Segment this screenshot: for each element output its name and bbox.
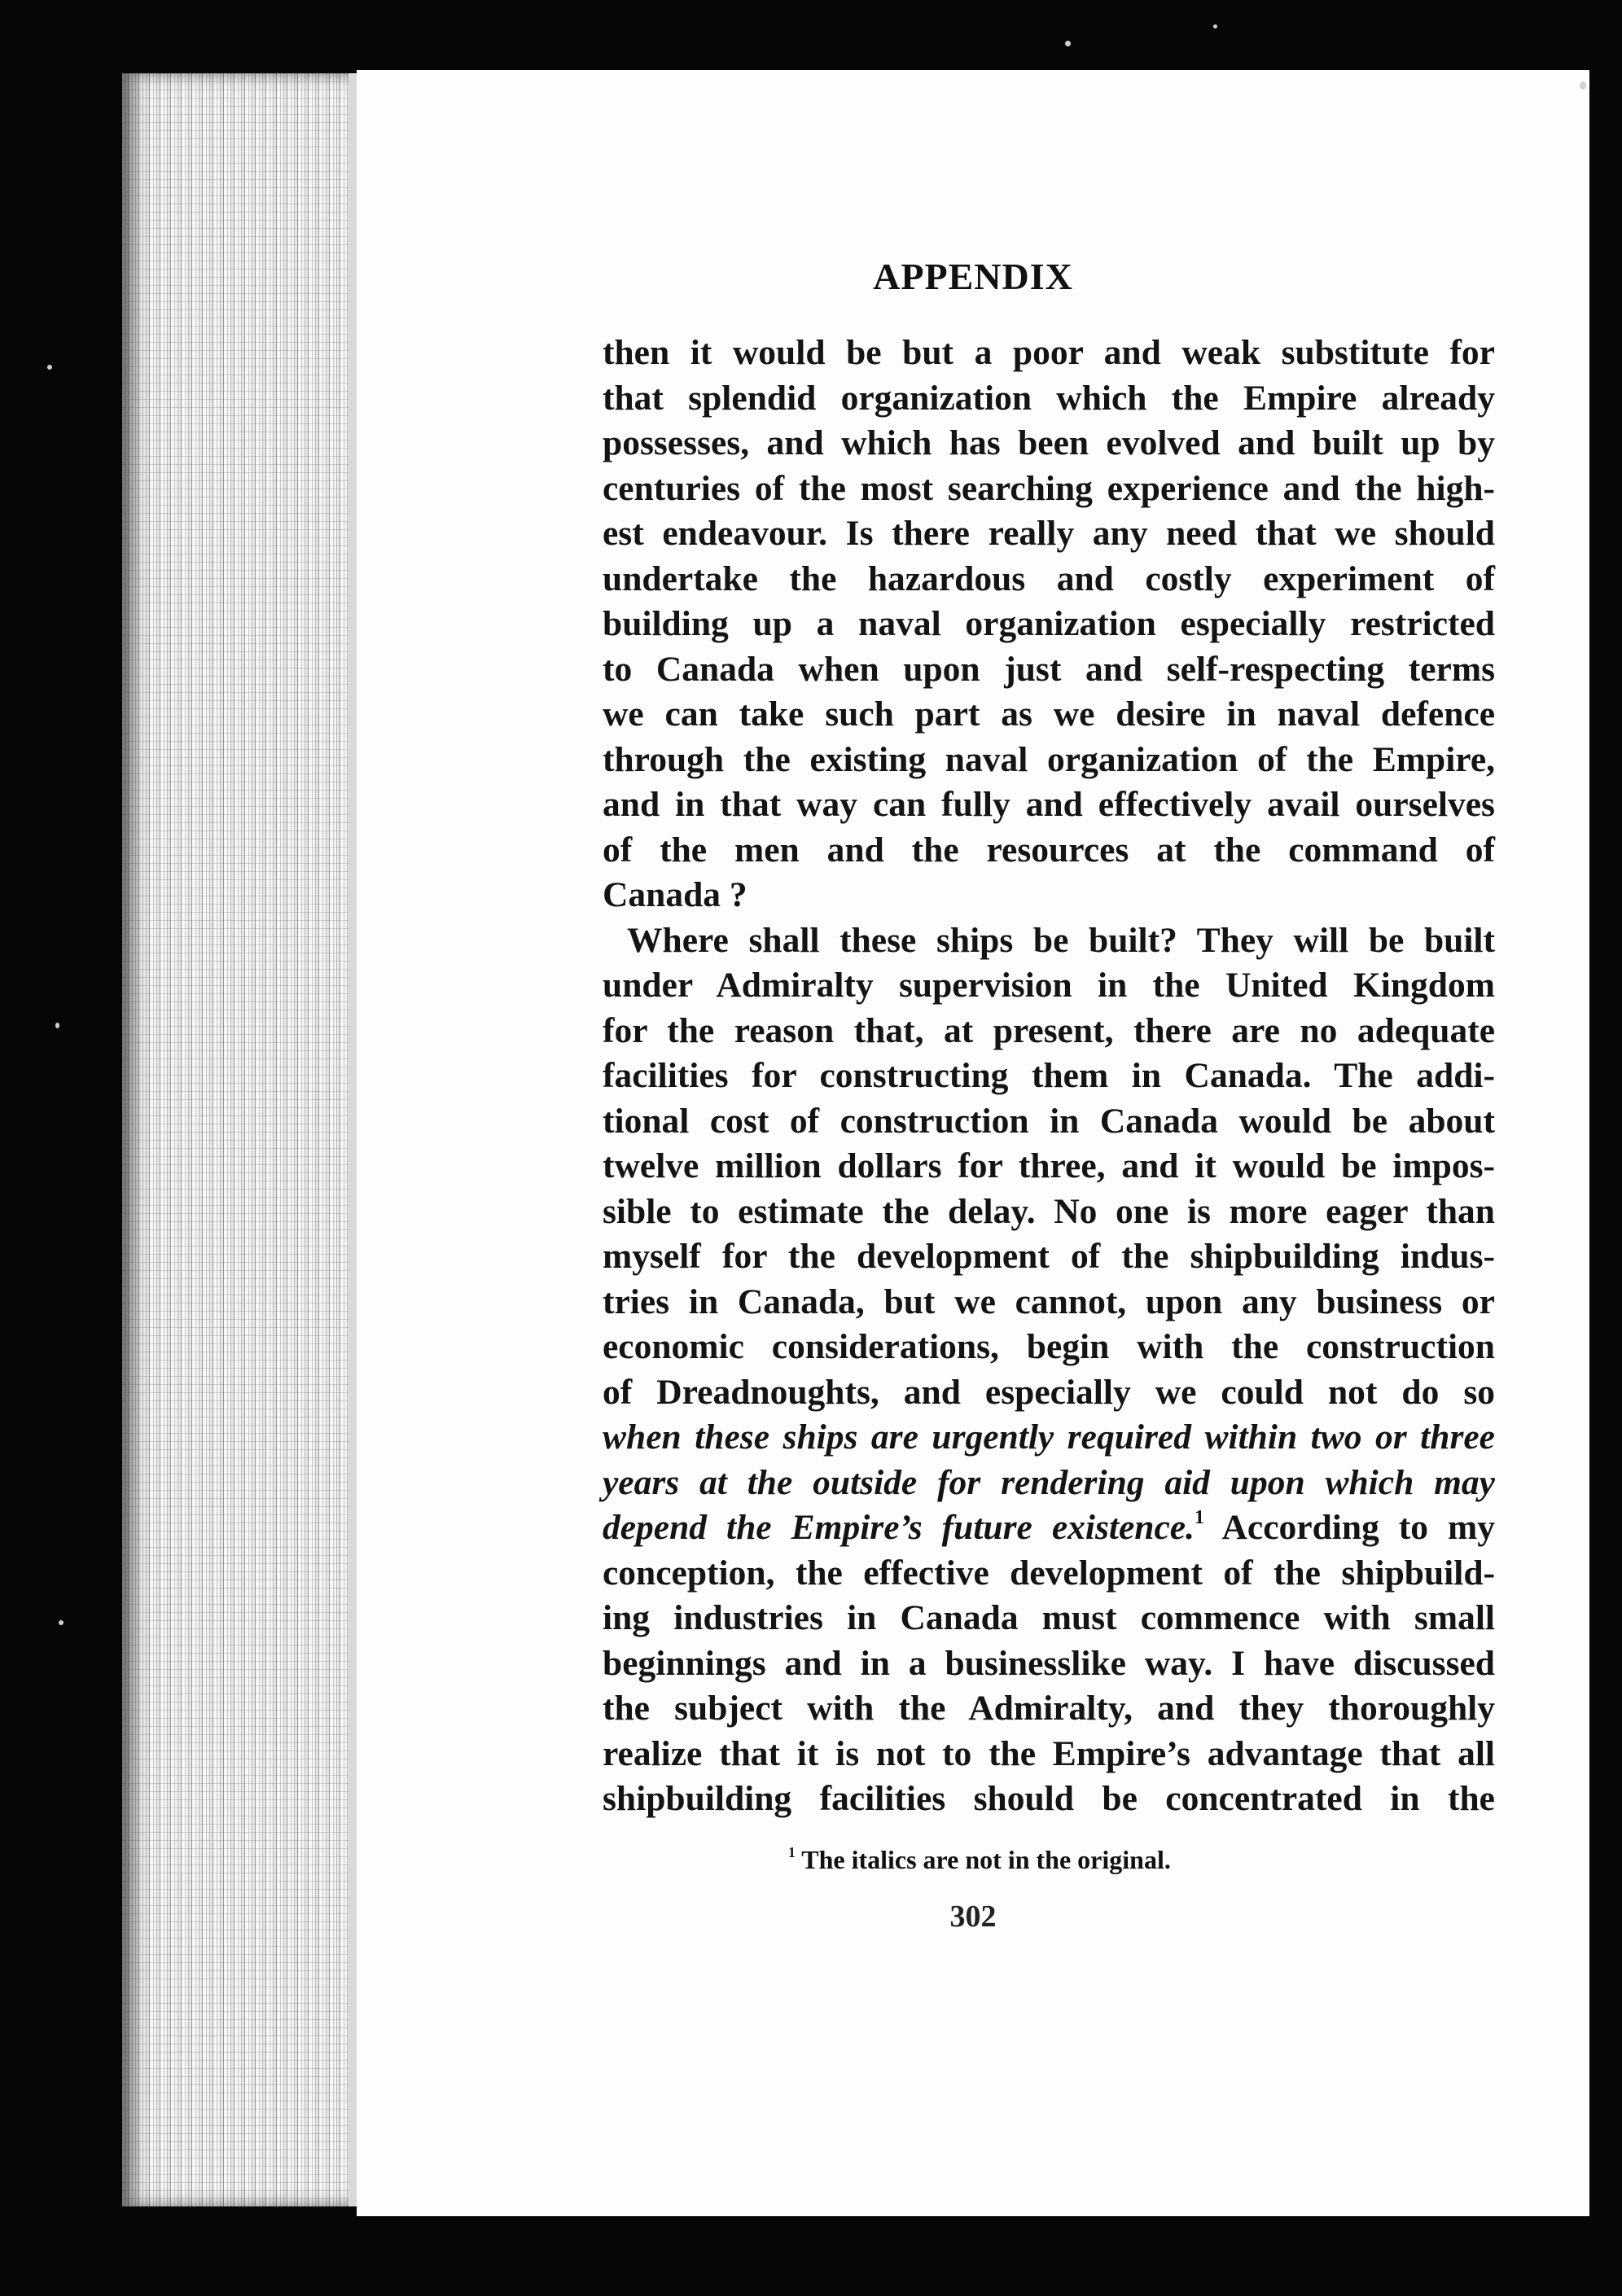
- text-line: undertake the hazardous and costly experiment of: [603, 559, 1495, 598]
- text-line: of the men and the resources at the command of: [603, 830, 1495, 870]
- text-line: to Canada when upon just and self-respecting terms: [603, 649, 1495, 689]
- footnote: [788, 1845, 1171, 1875]
- text-line: twelve million dollars for three, and it would be impos-: [603, 1146, 1495, 1185]
- text-line: building up a naval organization especially restricted: [603, 604, 1495, 643]
- text-line: centuries of the most searching experience and the high-: [603, 468, 1495, 508]
- scan-speck: [55, 1023, 59, 1028]
- text-line-italic: [603, 1461, 1495, 1506]
- text-line: ing industries in Canada must commence with small: [603, 1598, 1495, 1637]
- body-text: [603, 331, 1495, 1822]
- text-line: tries in Canada, but we cannot, upon any business or: [603, 1282, 1495, 1321]
- text-line: we can take such part as we desire in naval defence: [603, 694, 1495, 734]
- text-line: est endeavour. Is there really any need that we should: [603, 514, 1495, 553]
- text-line: myself for the development of the shipbuilding indus-: [603, 1237, 1495, 1276]
- text-run: According to my: [1203, 1508, 1495, 1547]
- footnote-marker: 1: [788, 1843, 796, 1860]
- text-line: and in that way can fully and effectively avail ourselves: [603, 785, 1495, 824]
- italic-text: when these ships are urgently required within two or three: [603, 1417, 1495, 1457]
- text-line: Canada ?: [603, 875, 747, 914]
- page-edges: [122, 73, 354, 2206]
- text-line-mixed: [603, 1505, 1495, 1551]
- italic-text: depend the Empire’s future existence.: [603, 1508, 1195, 1547]
- scan-speck: [1065, 41, 1071, 46]
- text-line: sible to estimate the delay. No one is more eager than: [603, 1191, 1495, 1231]
- text-line: possesses, and which has been evolved and built up by: [603, 423, 1495, 462]
- scan-speck: [1580, 81, 1586, 90]
- text-line: of Dreadnoughts, and especially we could not do so: [603, 1372, 1495, 1412]
- footnote-ref: 1: [1194, 1506, 1204, 1528]
- text-line: economic considerations, begin with the construction: [603, 1327, 1495, 1366]
- text-line: shipbuilding facilities should be concentrated in the: [603, 1779, 1495, 1818]
- text-line: that splendid organization which the Empire already: [603, 378, 1495, 418]
- italic-text: years at the outside for rendering aid upon which may: [603, 1462, 1495, 1502]
- text-line-italic: [603, 1415, 1495, 1461]
- text-line: Where shall these ships be built? They will be built: [627, 920, 1495, 960]
- page-number: 302: [949, 1899, 997, 1934]
- text-line: conception, the effective development of the shipbuild-: [603, 1553, 1495, 1593]
- scan-speck: [47, 365, 52, 370]
- text-line: facilities for constructing them in Canada. The addi-: [603, 1056, 1495, 1095]
- book-page: [357, 70, 1589, 2216]
- text-line: tional cost of construction in Canada would be about: [603, 1101, 1495, 1141]
- text-line: under Admiralty supervision in the United Kingdom: [603, 966, 1495, 1005]
- text-line: the subject with the Admiralty, and they thoroughly: [603, 1689, 1495, 1728]
- footnote-text: The italics are not in the original.: [795, 1845, 1171, 1874]
- text-line: realize that it is not to the Empire’s advantage that all: [603, 1733, 1495, 1773]
- text-line: beginnings and in a businesslike way. I have discussed: [603, 1643, 1495, 1683]
- scan-speck: [1213, 24, 1217, 28]
- text-line: through the existing naval organization of the Empire,: [603, 739, 1495, 779]
- text-line: for the reason that, at present, there are no adequate: [603, 1010, 1495, 1050]
- scan-speck: [59, 1620, 64, 1625]
- running-head: APPENDIX: [873, 256, 1073, 297]
- text-line: then it would be but a poor and weak substitute for: [603, 333, 1495, 372]
